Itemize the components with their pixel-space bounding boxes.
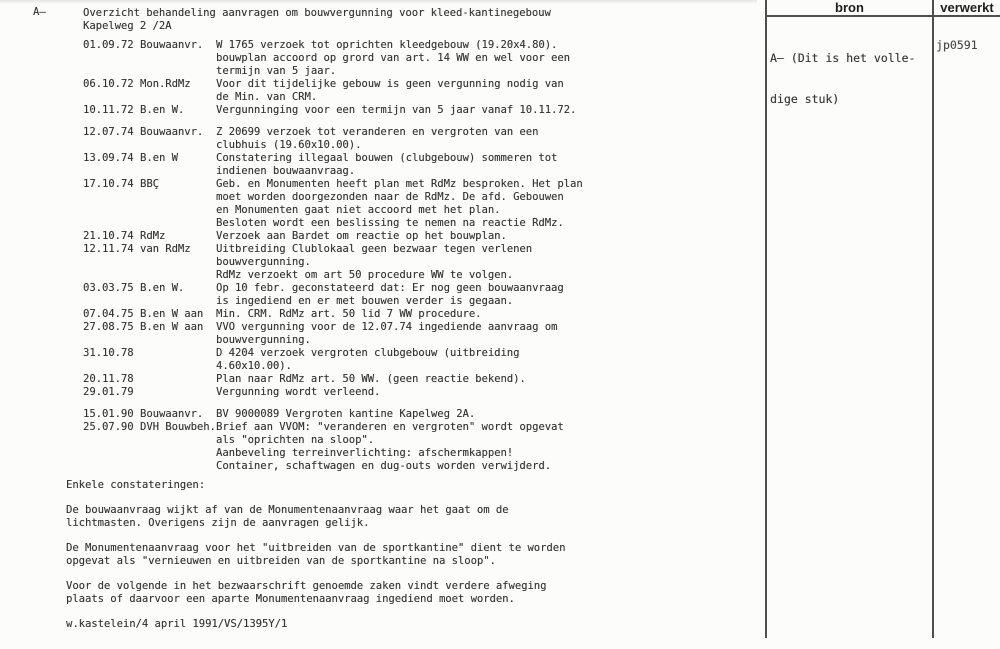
log-entry <box>83 178 723 230</box>
entry-description-line: en Monumenten gaat niet accoord met het plan. <box>216 204 501 216</box>
entry-description-line: termijn van 5 jaar. <box>216 65 337 77</box>
entry-date: 21.10.74 <box>83 230 134 242</box>
log-entry <box>83 386 723 399</box>
entry-description-line: Vergunninging voor een termijn van 5 jaar vanaf 10.11.72. <box>216 104 577 116</box>
log-entry <box>83 78 723 104</box>
entry-description-line: 4.60x10.00). <box>216 360 292 372</box>
entry-description <box>216 408 723 421</box>
log-entry <box>83 230 723 243</box>
paragraph-line: Enkele constateringen: <box>66 479 206 491</box>
log-entry <box>83 421 723 473</box>
margin-label: A— <box>33 6 46 18</box>
entry-description <box>216 126 723 152</box>
log-entry <box>83 321 723 347</box>
bron-note-line: dige stuk) <box>770 91 840 106</box>
paragraph <box>66 580 706 606</box>
entry-date: 20.11.78 <box>83 373 134 385</box>
entry-agency: B.en W <box>140 152 178 164</box>
entry-description <box>216 78 723 104</box>
log-entry <box>83 126 723 152</box>
entry-description <box>216 421 723 473</box>
log-entry <box>83 373 723 386</box>
entry-description-line: is ingediend en er met bouwen verder is gegaan. <box>216 295 514 307</box>
title-line: Kapelweg 2 /2A <box>83 20 172 32</box>
table-border-middle <box>932 0 934 638</box>
entry-description-line: Besloten wordt een beslissing te nemen na reactie RdMz. <box>216 217 564 229</box>
signature-line: w.kastelein/4 april 1991/VS/1395Y/1 <box>66 618 288 630</box>
entry-description-line: bouwplan accoord op grord van art. 14 WW en wel voor een <box>216 52 571 64</box>
paragraph-line: De bouwaanvraag wijkt af van de Monumentenaanvraag waar het gaat om de <box>66 504 509 516</box>
log-entry <box>83 308 723 321</box>
entry-description-line: als "oprichten na sloop". <box>216 434 375 446</box>
entry-date: 10.11.72 <box>83 104 134 116</box>
entry-date: 07.04.75 <box>83 308 134 320</box>
entry-date: 01.09.72 <box>83 39 134 51</box>
entry-description-line: BV 9000089 Vergroten kantine Kapelweg 2A. <box>216 408 476 420</box>
entry-description-line: W 1765 verzoek tot oprichten kleedgebouw (19.20x4.80). <box>216 39 558 51</box>
table-border-left <box>765 0 767 638</box>
entry-date: 25.07.90 <box>83 421 134 433</box>
entry-description <box>216 282 723 308</box>
entry-description <box>216 230 723 243</box>
entry-agency: RdMz <box>140 230 166 242</box>
paragraph-line: plaats of daarvoor een aparte Monumentenaanvraag ingediend moet worden. <box>66 593 515 605</box>
entry-agency: DVH Bouwbeh. <box>140 421 216 433</box>
log-entry <box>83 347 723 373</box>
entry-description <box>216 308 723 321</box>
entry-description-line: Plan naar RdMz art. 50 WW. (geen reactie bekend). <box>216 373 526 385</box>
entry-description-line: RdMz verzoekt om art 50 procedure WW te volgen. <box>216 269 514 281</box>
entry-description <box>216 39 723 78</box>
entry-description-line: Voor dit tijdelijke gebouw is geen vergunning nodig van <box>216 78 564 90</box>
notes-section <box>66 479 706 631</box>
entry-agency: B.en W aan <box>140 321 204 333</box>
column-header-verwerkt: verwerkt <box>940 0 994 15</box>
entry-description <box>216 243 723 282</box>
entry-description-line: indienen bouwaanvraag. <box>216 165 356 177</box>
entry-description-line: Brief aan VVOM: "veranderen en vergroten" wordt opgevat <box>216 421 564 433</box>
entry-agency: B.en W. <box>140 282 185 294</box>
entry-description-line: Aanbeveling terreinverlichting: afschermkappen! <box>216 447 514 459</box>
entry-description-line: Verzoek aan Bardet om reactie op het bouwplan. <box>216 230 507 242</box>
column-header-bron: bron <box>835 0 864 15</box>
paragraph-line: opgevat als "vernieuwen en uitbreiden van de sportkantine na sloop". <box>66 555 496 567</box>
entry-description <box>216 347 723 373</box>
log-entry <box>83 152 723 178</box>
entry-date: 12.11.74 <box>83 243 134 255</box>
paragraph-line: Voor de volgende in het bezwaarschrift genoemde zaken vindt verdere afweging <box>66 580 547 592</box>
entry-agency: B.en W. <box>140 104 185 116</box>
scan-edge-artifact <box>0 0 757 4</box>
title-line: Overzicht behandeling aanvragen om bouwvergunning voor kleed-kantinegebouw <box>83 7 551 19</box>
log-entry <box>83 104 723 117</box>
entry-description <box>216 373 723 386</box>
paragraph-line: lichtmasten. Overigens zijn de aanvragen gelijk. <box>66 517 370 529</box>
entry-description <box>216 321 723 347</box>
log-entry <box>83 408 723 421</box>
log-entry <box>83 39 723 78</box>
entry-date: 29.01.79 <box>83 386 134 398</box>
entry-agency: Bouwaanvr. <box>140 39 204 51</box>
document-title <box>83 7 723 33</box>
entry-description-line: Constatering illegaal bouwen (clubgebouw) sommeren tot <box>216 152 558 164</box>
bron-note-line: A— (Dit is het volle- <box>770 51 916 65</box>
entry-date: 27.08.75 <box>83 321 134 333</box>
entry-agency <box>140 373 216 386</box>
entry-date: 17.10.74 <box>83 178 134 190</box>
entry-description-line: clubhuis (19.60x10.00). <box>216 139 362 151</box>
entry-agency: BBÇ <box>140 178 159 190</box>
table-header-rule <box>765 15 1000 17</box>
paragraph <box>66 504 706 530</box>
entry-date: 06.10.72 <box>83 78 134 90</box>
entry-description-line: Op 10 febr. geconstateerd dat: Er nog geen bouwaanvraag <box>216 282 564 294</box>
log-entry <box>83 282 723 308</box>
entry-description-line: Min. CRM. RdMz art. 50 lid 7 WW procedure. <box>216 308 482 320</box>
entry-description-line: D 4204 verzoek vergroten clubgebouw (uitbreiding <box>216 347 520 359</box>
entry-description <box>216 386 723 399</box>
entry-date: 15.01.90 <box>83 408 134 420</box>
entry-date: 12.07.74 <box>83 126 134 138</box>
entry-log <box>83 39 723 473</box>
entry-description-line: Container, schaftwagen en dug-outs worden verwijderd. <box>216 460 552 472</box>
entry-date: 31.10.78 <box>83 347 134 359</box>
entry-agency: Mon.RdMz <box>140 78 191 90</box>
entry-agency <box>140 347 216 373</box>
entry-description-line: moet worden doorgezonden naar de RdMz. De afd. Gebouwen <box>216 191 564 203</box>
entry-date: 03.03.75 <box>83 282 134 294</box>
entry-description <box>216 104 723 117</box>
entry-agency <box>140 386 216 399</box>
entry-description-line: VVO vergunning voor de 12.07.74 ingediende aanvraag om <box>216 321 558 333</box>
document-body <box>83 7 723 473</box>
paragraph-line: De Monumentenaanvraag voor het "uitbreiden van de sportkantine" dient te worden <box>66 542 566 554</box>
entry-description-line: Vergunning wordt verleend. <box>216 386 381 398</box>
entry-description <box>216 152 723 178</box>
entry-agency: Bouwaanvr. <box>140 408 204 420</box>
verwerkt-cell-value: jp0591 <box>936 38 978 52</box>
entry-agency: van RdMz <box>140 243 191 255</box>
entry-description-line: Uitbreiding Clublokaal geen bezwaar tegen verlenen <box>216 243 533 255</box>
entry-agency: B.en W aan <box>140 308 204 320</box>
entry-description-line: bouwvergunning. <box>216 334 311 346</box>
log-entry <box>83 243 723 282</box>
entry-date: 13.09.74 <box>83 152 134 164</box>
entry-description-line: Geb. en Monumenten heeft plan met RdMz besproken. Het plan <box>216 178 583 190</box>
entry-description-line: de Min. van CRM. <box>216 91 318 103</box>
entry-description-line: bouwvergunning. <box>216 256 311 268</box>
entry-agency: Bouwaanvr. <box>140 126 204 138</box>
entry-description-line: Z 20699 verzoek tot veranderen en vergroten van een <box>216 126 539 138</box>
paragraph <box>66 542 706 568</box>
entry-description <box>216 178 723 230</box>
remarks <box>66 479 706 606</box>
paragraph <box>66 479 706 492</box>
bron-cell-note <box>770 25 915 133</box>
